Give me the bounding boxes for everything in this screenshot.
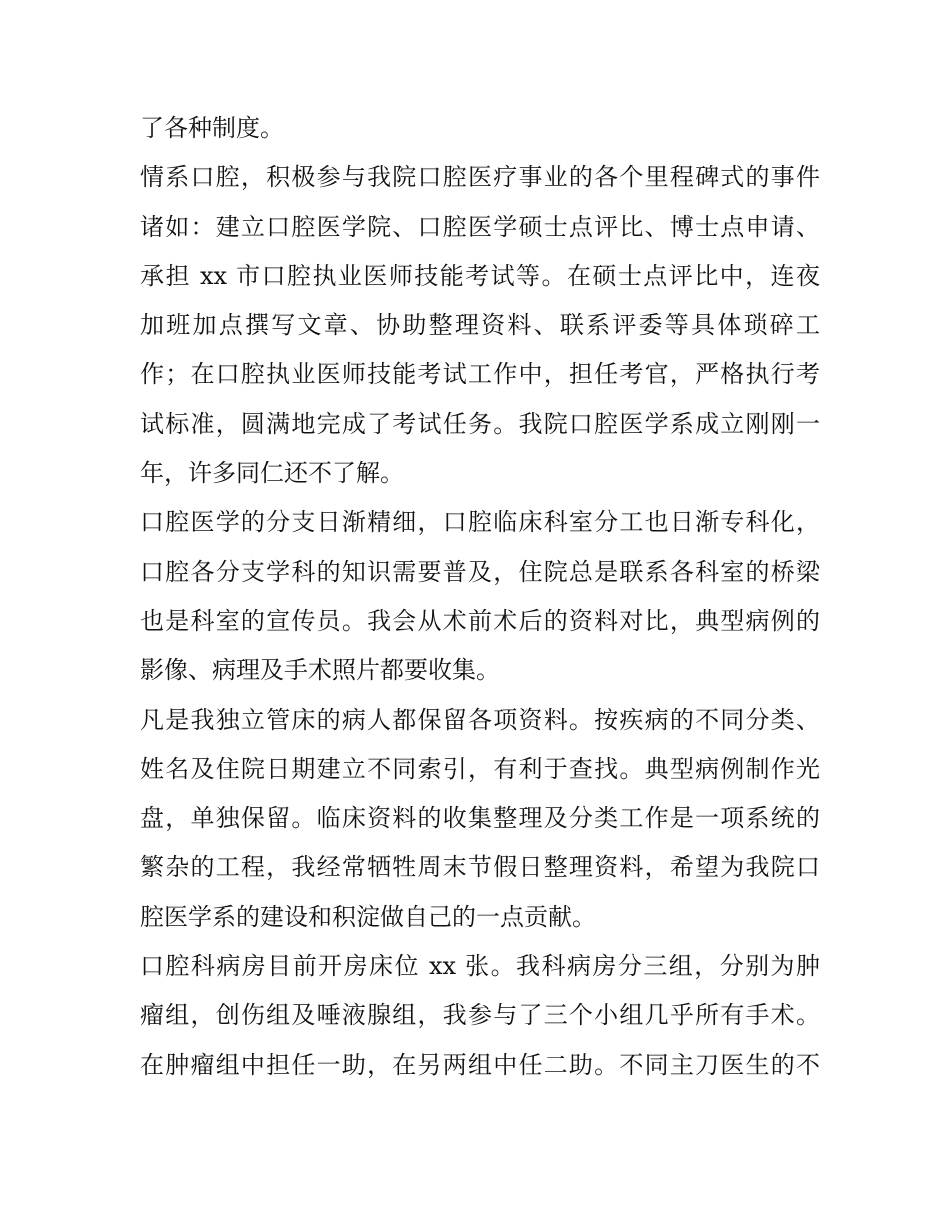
text-line: 盘，单独保留。临床资料的收集整理及分类工作是一项系统的	[140, 804, 820, 833]
text-line: 了各种制度。	[140, 114, 284, 142]
text-line: 瘤组，创伤组及唾液腺组，我参与了三个小组几乎所有手术。	[140, 1001, 820, 1030]
text-line: 口腔医学的分支日渐精细，口腔临床科室分工也日渐专科化，	[140, 508, 820, 537]
text-line: 诸如：建立口腔医学院、口腔医学硕士点评比、博士点申请、	[140, 212, 820, 241]
text-line: 繁杂的工程，我经常牺牲周末节假日整理资料，希望为我院口	[140, 853, 820, 882]
document-body	[140, 104, 820, 1090]
text-line: 腔医学系的建设和积淀做自己的一点贡献。	[140, 902, 596, 931]
text-line: 承担 xx 市口腔执业医师技能考试等。在硕士点评比中，连夜	[140, 261, 820, 290]
text-line: 年，许多同仁还不了解。	[140, 459, 404, 488]
text-line: 情系口腔，积极参与我院口腔医疗事业的各个里程碑式的事件	[140, 163, 820, 192]
text-line: 口腔科病房目前开房床位 xx 张。我科病房分三组，分别为肿	[140, 952, 820, 981]
text-line: 试标准，圆满地完成了考试任务。我院口腔医学系成立刚刚一	[140, 409, 820, 438]
text-line: 也是科室的宣传员。我会从术前术后的资料对比，典型病例的	[140, 606, 820, 635]
text-line: 口腔各分支学科的知识需要普及，住院总是联系各科室的桥梁	[140, 557, 820, 586]
text-line: 作；在口腔执业医师技能考试工作中，担任考官，严格执行考	[140, 360, 820, 389]
text-line: 凡是我独立管床的病人都保留各项资料。按疾病的不同分类、	[140, 705, 820, 734]
text-line: 影像、病理及手术照片都要收集。	[140, 656, 500, 685]
text-line: 姓名及住院日期建立不同索引，有利于查找。典型病例制作光	[140, 754, 820, 783]
text-line: 在肿瘤组中担任一助，在另两组中任二助。不同主刀医生的不	[140, 1050, 820, 1079]
text-line: 加班加点撰写文章、协助整理资料、联系评委等具体琐碎工	[140, 311, 820, 340]
